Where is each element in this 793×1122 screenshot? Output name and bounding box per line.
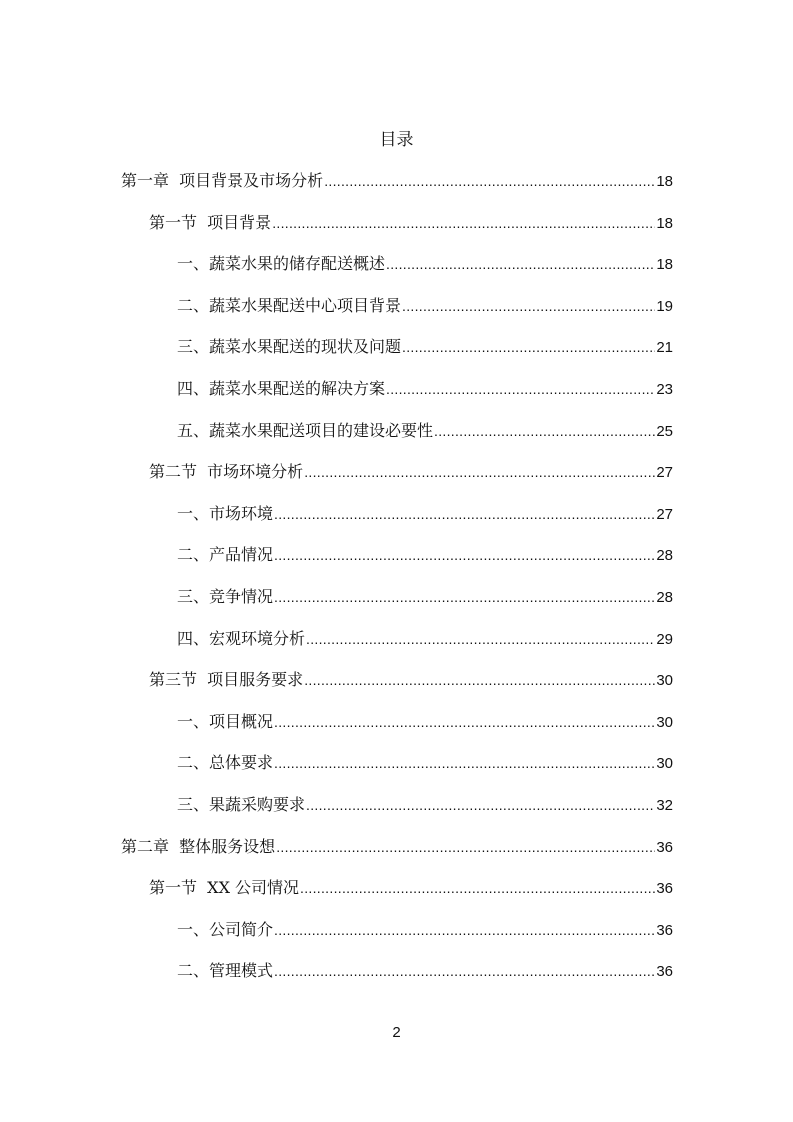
dot-leader	[276, 836, 655, 858]
toc-entry[interactable]	[177, 336, 673, 360]
dot-leader	[304, 461, 655, 483]
toc-entry-page: 18	[656, 256, 673, 274]
toc-entry-text: 第二章 整体服务设想	[121, 836, 276, 856]
toc-entry[interactable]	[177, 503, 673, 527]
dot-leader	[274, 503, 655, 525]
dot-leader	[274, 960, 655, 982]
dot-leader	[402, 336, 655, 358]
toc-entry-page: 36	[656, 838, 673, 856]
toc-entry-page: 36	[656, 880, 673, 898]
dot-leader	[274, 711, 655, 733]
toc-entry-page: 18	[656, 173, 673, 190]
toc-entry-text: 一、项目概况	[177, 711, 274, 731]
toc-entry-text: 第二节 市场环境分析	[149, 462, 304, 482]
dot-leader	[402, 295, 655, 317]
toc-entry-text: 一、公司简介	[177, 919, 274, 939]
toc-entry-page: 25	[656, 422, 673, 440]
dot-leader	[300, 877, 655, 899]
dot-leader	[274, 919, 655, 941]
dot-leader	[386, 253, 655, 275]
toc-entry-text: 一、蔬菜水果的储存配送概述	[177, 254, 386, 274]
toc-entry-text: 二、总体要求	[177, 753, 274, 773]
toc-entry-page: 28	[656, 589, 673, 606]
toc-entry-page: 30	[656, 672, 673, 690]
toc-entry-text: 四、蔬菜水果配送的解决方案	[177, 379, 386, 398]
toc-entry[interactable]	[121, 170, 673, 194]
toc-entry[interactable]	[149, 669, 673, 693]
toc-entry[interactable]	[149, 877, 673, 901]
toc-entry[interactable]	[177, 919, 673, 943]
page-number: 2	[392, 1024, 401, 1041]
dot-leader	[304, 669, 655, 691]
toc-entry-page: 28	[656, 547, 673, 565]
toc-entry-text: 二、管理模式	[177, 961, 274, 981]
toc-entry[interactable]	[177, 378, 673, 402]
toc-entry-page: 29	[656, 630, 673, 648]
dot-leader	[306, 794, 655, 816]
dot-leader	[274, 544, 655, 566]
dot-leader	[306, 628, 655, 650]
toc-entry-text: 四、宏观环境分析	[177, 628, 306, 648]
toc-entry-page: 30	[656, 713, 673, 731]
toc-entry-page: 23	[656, 381, 673, 398]
toc-entry-text: 第一节 XX 公司情况	[149, 878, 300, 898]
dot-leader	[274, 586, 655, 608]
toc-entry[interactable]	[121, 836, 673, 860]
dot-leader	[386, 378, 655, 400]
toc-entry[interactable]	[177, 253, 673, 277]
toc-entry-page: 36	[656, 921, 673, 939]
toc-entry-text: 二、产品情况	[177, 545, 274, 565]
toc-entry[interactable]	[177, 752, 673, 776]
toc-entry[interactable]	[149, 461, 673, 485]
toc-entry[interactable]	[177, 960, 673, 984]
toc-entry-page: 30	[656, 755, 673, 773]
toc-entry[interactable]	[177, 586, 673, 610]
toc-entry[interactable]	[177, 295, 673, 319]
toc-entry-page: 27	[656, 464, 673, 482]
toc-entry-text: 一、市场环境	[177, 503, 274, 523]
dot-leader	[274, 752, 655, 774]
toc-title: 目录	[379, 130, 414, 150]
toc-entry-page: 21	[656, 339, 673, 357]
toc-entry-page: 19	[656, 297, 673, 315]
toc-entry[interactable]	[177, 794, 673, 818]
toc-entry[interactable]	[177, 544, 673, 568]
toc-entry-page: 27	[656, 505, 673, 523]
toc-entry[interactable]	[149, 212, 673, 236]
toc-entry-text: 三、竞争情况	[177, 587, 274, 606]
toc-entry[interactable]	[177, 628, 673, 652]
dot-leader	[434, 420, 655, 442]
toc-entry-page: 32	[656, 797, 673, 814]
toc-entry-text: 二、蔬菜水果配送中心项目背景	[177, 295, 402, 315]
toc-entry-page: 36	[656, 963, 673, 981]
toc-entry-text: 五、蔬菜水果配送项目的建设必要性	[177, 420, 434, 440]
toc-entry-text: 第三节 项目服务要求	[149, 670, 304, 690]
dot-leader	[324, 170, 655, 192]
toc-entry-page: 18	[656, 214, 673, 232]
toc-entry[interactable]	[177, 711, 673, 735]
dot-leader	[272, 212, 655, 234]
toc-entry[interactable]	[177, 420, 673, 444]
toc-entry-text: 三、果蔬采购要求	[177, 795, 306, 814]
toc-entry-text: 第一章 项目背景及市场分析	[121, 171, 324, 190]
toc-entry-text: 第一节 项目背景	[149, 212, 272, 232]
toc-entry-text: 三、蔬菜水果配送的现状及问题	[177, 337, 402, 357]
